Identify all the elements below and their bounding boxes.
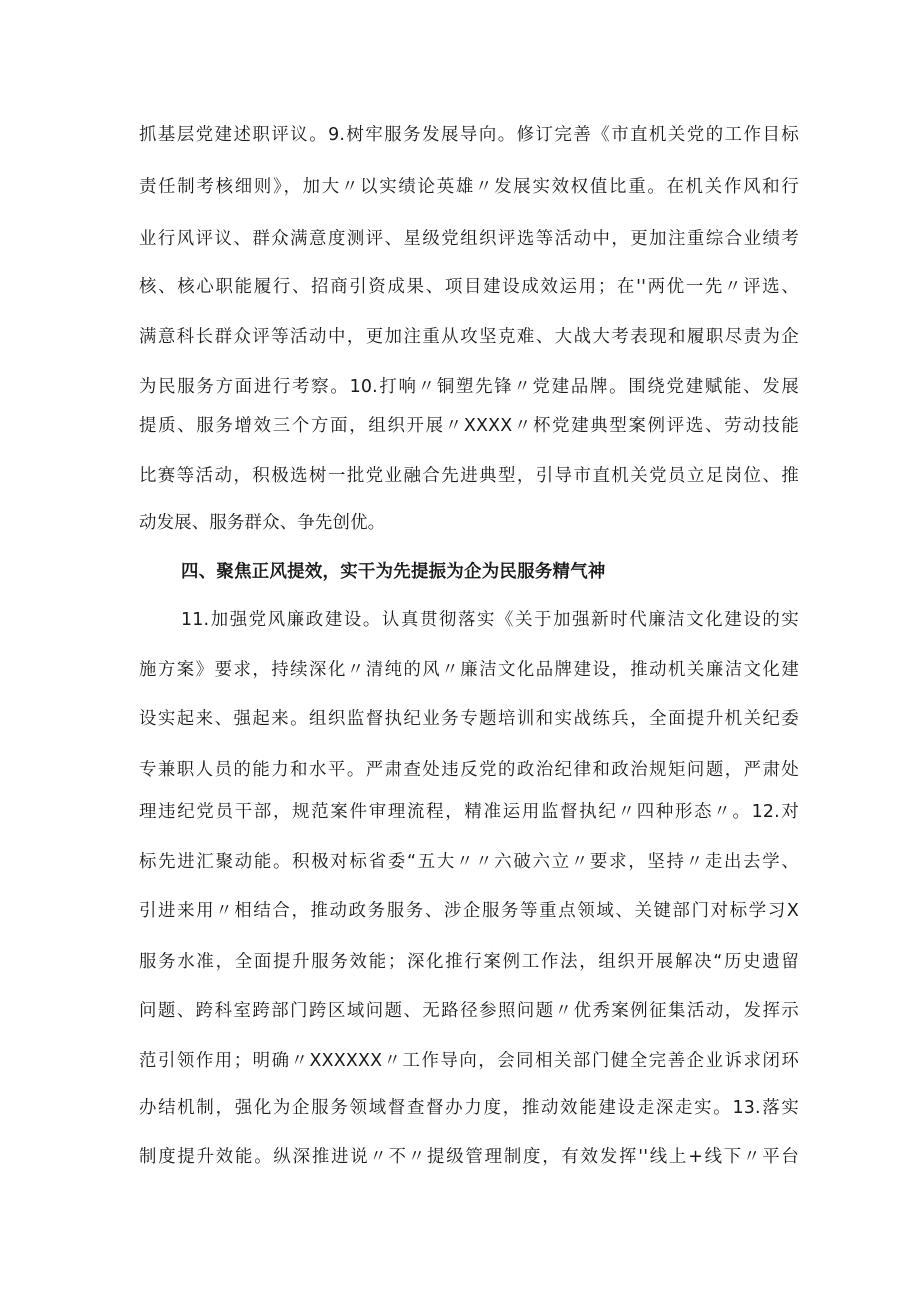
text-line: 业行风评议、群众满意度测评、星级党组织评选等活动中，更加注重综合业绩考 [139,229,799,249]
text-line: 范引领作用；明确〃XXXXXX〃工作导向，会同相关部门健全完善企业诉求闭环 [139,1051,799,1071]
text-line: 为民服务方面进行考察。10.打响〃铜塑先锋〃党建品牌。围绕党建赋能、发展 [139,377,799,397]
text-line: 抓基层党建述职评议。9.树牢服务发展导向。修订完善《市直机关党的工作目标 [139,125,799,145]
section-heading: 四、聚焦正风提效，实干为先提振为企为民服务精气神 [181,562,606,582]
text-line: 引进来用〃相结合，推动政务服务、涉企服务等重点领域、关键部门对标学习X [139,901,799,921]
text-line: 11.加强党风廉政建设。认真贯彻落实《关于加强新时代廉洁文化建设的实 [181,610,799,630]
text-line: 专兼职人员的能力和水平。严肃查处违反党的政治纪律和政治规矩问题，严肃处 [139,760,799,780]
text-line: 动发展、服务群众、争先创优。 [139,513,386,533]
text-line: 比赛等活动，积极选树一批党业融合先进典型，引导市直机关党员立足岗位、推 [139,466,799,486]
text-line: 服务水准，全面提升服务效能；深化推行案例工作法，组织开展解决“历史遗留 [139,952,799,972]
text-line: 设实起来、强起来。组织监督执纪业务专题培训和实战练兵，全面提升机关纪委 [139,709,799,729]
text-line: 标先进汇聚动能。积极对标省委“五大〃〃六破六立〃要求，坚持〃走出去学、 [139,852,799,872]
text-line: 责任制考核细则》，加大〃以实绩论英雄〃发展实效权值比重。在机关作风和行 [139,177,799,197]
text-line: 提质、服务增效三个方面，组织开展〃XXXX〃杯党建典型案例评选、劳动技能 [139,416,799,436]
text-line: 办结机制，强化为企服务领域督查督办力度，推动效能建设走深走实。13.落实 [139,1098,799,1118]
text-line: 核、核心职能履行、招商引资成果、项目建设成效运用；在''两优一先〃评选、 [139,277,799,297]
text-line: 问题、跨科室跨部门跨区域问题、无路径参照问题〃优秀案例征集活动，发挥示 [139,1001,799,1021]
text-line: 制度提升效能。纵深推进说〃不〃提级管理制度，有效发挥''线上+线下〃平台 [139,1147,799,1167]
text-line: 施方案》要求，持续深化〃清纯的风〃廉洁文化品牌建设，推动机关廉洁文化建 [139,660,799,680]
text-line: 满意科长群众评等活动中，更加注重从攻坚克难、大战大考表现和履职尽责为企 [139,327,799,347]
text-line: 理违纪党员干部，规范案件审理流程，精准运用监督执纪〃四种形态〃。12.对 [139,802,799,822]
